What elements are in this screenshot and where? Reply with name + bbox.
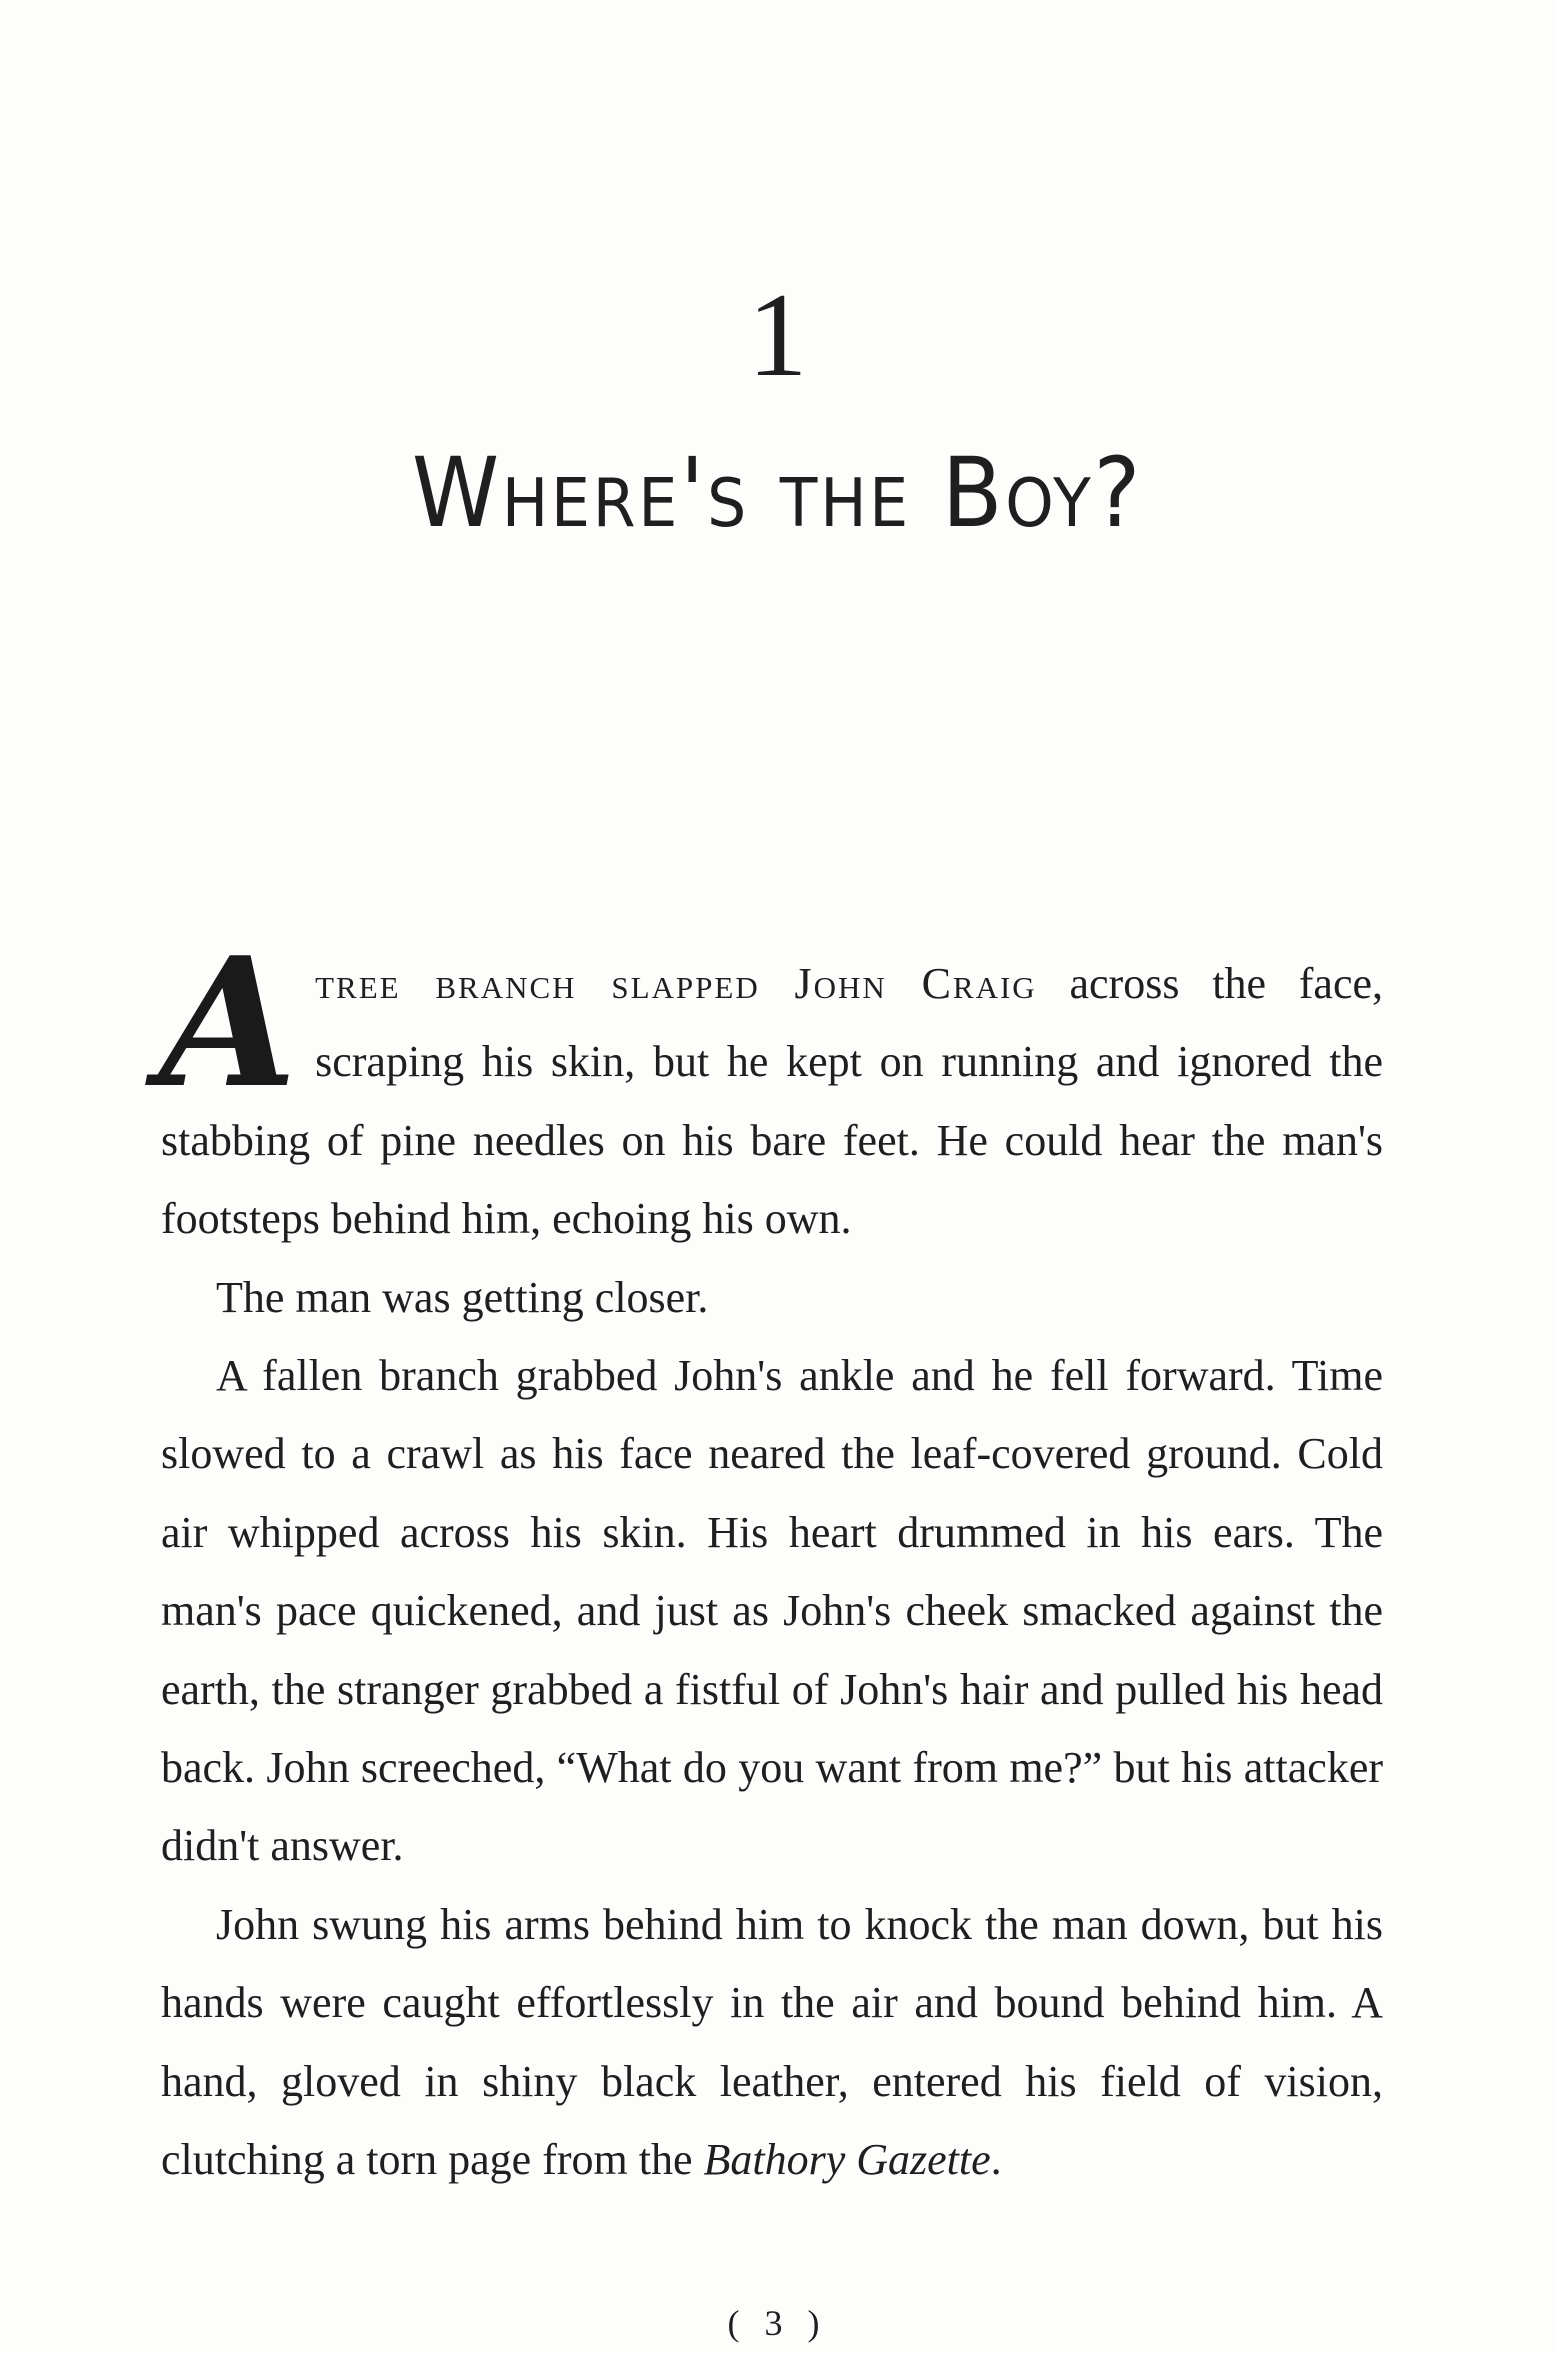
paragraph-1-text: across the face, scraping his skin, but he kept on running and ignored the stabbing of pine needles on his bare feet. He could hear the man's footsteps behind him, echoing his own.: [161, 959, 1384, 1244]
chapter-body: [159, 918, 1384, 2200]
paragraph-4-text: John swung his arms behind him to knock the man down, but his hands were caught effortlessly in the air and bound behind him. A hand, gloved in shiny black leather, entered his field of vision, clutching a torn page from the: [161, 1899, 1383, 2185]
lead-in-small-caps: tree branch slapped John Craig: [315, 959, 1037, 1008]
paragraph-1: [159, 918, 1384, 1259]
paragraph-2: The man was getting closer.: [216, 1272, 709, 1322]
drop-cap: A: [159, 918, 298, 1127]
chapter-number: 1: [747, 268, 808, 401]
page-number: ( 3 ): [727, 2303, 828, 2343]
paragraph-4: [161, 1886, 1383, 2200]
paragraph-3: A fallen branch grabbed John's ankle and he fell forward. Time slowed to a crawl as his face neared the leaf-covered ground. Cold air whipped across his skin. His heart drummed in his ears. The man's pace quickened, and just as John's cheek smacked against the earth, the stranger grabbed a fistful of John's hair and pulled his head back. John screeched, “What do you want from me?” but his attacker didn't answer.: [161, 1351, 1383, 1871]
newspaper-title: Bathory Gazette: [703, 2135, 991, 2185]
paragraph-4-end: .: [990, 2135, 1002, 2185]
chapter-title: Where's the Boy?: [411, 437, 1144, 549]
